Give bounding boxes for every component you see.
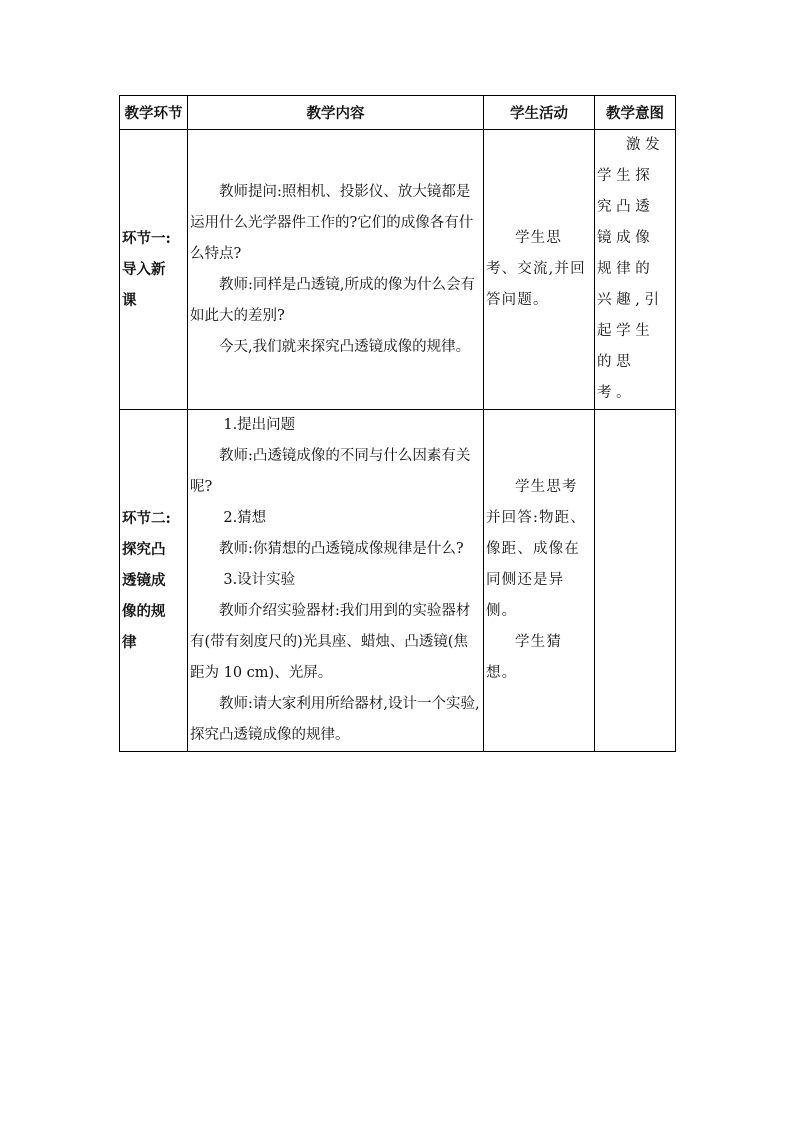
table-row — [120, 130, 676, 410]
stage-cell — [120, 130, 188, 410]
intent-cell — [595, 130, 676, 410]
table-row — [120, 410, 676, 752]
activity-paragraph: 学生思考并回答:物距、像距、成像在同侧还是异侧。 — [486, 479, 587, 619]
content-paragraph: 今天,我们就来探究凸透镜成像的规律。 — [219, 338, 471, 355]
stage-cell — [120, 410, 188, 752]
stage-line: 像的规 — [122, 603, 166, 620]
stage-line: 环节一: — [122, 230, 171, 247]
header-activity: 学生活动 — [484, 96, 595, 130]
intent-cell-empty — [595, 410, 676, 752]
lesson-plan-table — [119, 95, 676, 752]
content-paragraph: 2.猜想 — [223, 510, 267, 526]
header-intent: 教学意图 — [595, 96, 676, 130]
header-row — [120, 96, 676, 130]
content-paragraph: 教师介绍实验器材:我们用到的实验器材有(带有刻度尺的)光具座、蜡烛、凸透镜(焦距为 10 cm)、光屏。 — [190, 603, 471, 681]
content-cell — [188, 130, 484, 410]
stage-line: 透镜成 — [122, 572, 166, 589]
intent-paragraph: 激发学生探究凸透镜成像规律的兴趣,引起学生的思考。 — [597, 137, 665, 401]
stage-line: 课 — [122, 292, 137, 309]
content-paragraph: 3.设计实验 — [223, 572, 296, 588]
activity-cell — [484, 410, 595, 752]
activity-cell — [484, 130, 595, 410]
header-content: 教学内容 — [188, 96, 484, 130]
content-cell — [188, 410, 484, 752]
stage-line: 环节二: — [122, 510, 171, 527]
header-stage: 教学环节 — [120, 96, 188, 130]
stage-line: 律 — [122, 634, 137, 651]
content-paragraph: 教师:同样是凸透镜,所成的像为什么会有如此大的差别? — [190, 276, 475, 324]
content-paragraph: 1.提出问题 — [223, 417, 296, 433]
content-paragraph: 教师:请大家利用所给器材,设计一个实验,探究凸透镜成像的规律。 — [190, 696, 480, 743]
activity-paragraph: 学生猜想。 — [486, 634, 562, 681]
activity-paragraph: 学生思考、交流,并回答问题。 — [486, 230, 586, 308]
stage-line: 探究凸 — [122, 541, 166, 558]
content-paragraph: 教师:凸透镜成像的不同与什么因素有关呢? — [190, 448, 471, 495]
content-paragraph: 教师提问:照相机、投影仪、放大镜都是运用什么光学器件工作的?它们的成像各有什么特点? — [190, 183, 474, 262]
stage-line: 导入新 — [122, 261, 166, 278]
content-paragraph: 教师:你猜想的凸透镜成像规律是什么? — [219, 541, 464, 557]
